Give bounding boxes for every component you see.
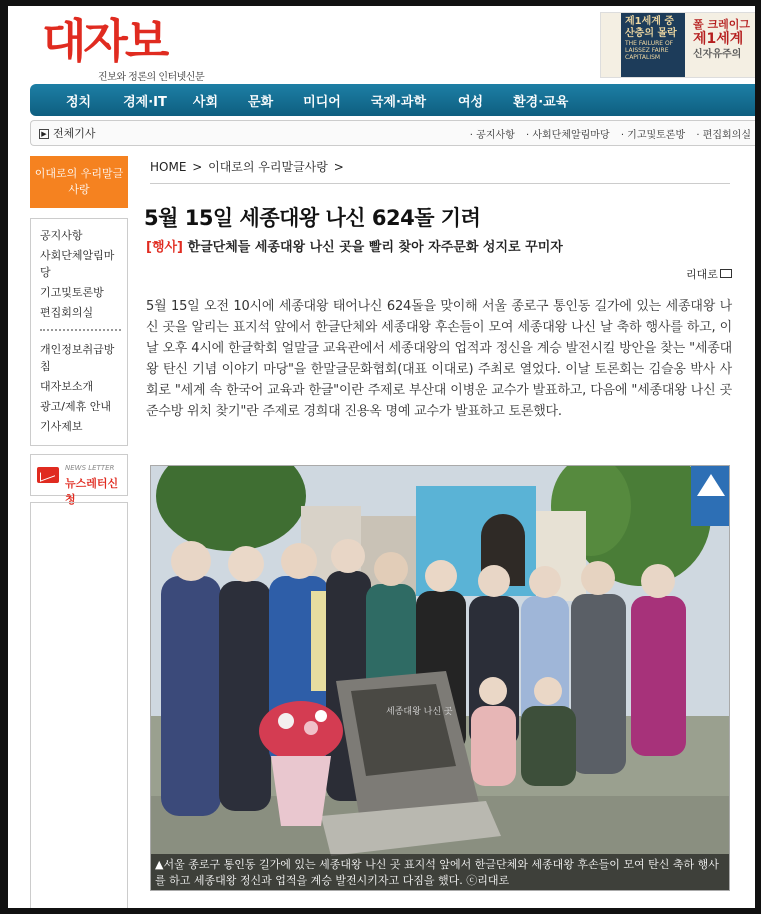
sidebar-item-notice[interactable]: 공지사항 [40, 229, 83, 242]
sub-nav-links [462, 126, 751, 141]
breadcrumb-separator: > [192, 160, 203, 174]
ad-line1: 폴 크레이그 [693, 18, 750, 31]
book-en-title: THE FAILURE OF LAISSEZ FAIRE CAPITALISM [625, 40, 674, 61]
article-subtitle-text: 한글단체들 세종대왕 나신 곳을 빨리 찾아 자주문화 성지로 꾸미자 [187, 240, 563, 255]
newsletter-label: 뉴스레터신청 [65, 477, 119, 506]
sidebar-section-title[interactable]: 이대로의 우리말글사랑 [30, 156, 128, 208]
logo-text: 대자보 [42, 14, 167, 68]
article-subtitle [146, 236, 563, 255]
nav-item-economy[interactable]: 경제·IT [123, 94, 167, 110]
sidebar-divider [40, 329, 121, 331]
nav-item-world[interactable]: 국제·과학 [370, 94, 426, 110]
nav-item-environment[interactable]: 환경·교육 [513, 94, 569, 110]
sidebar-item-community[interactable]: 사회단체알림마당 [40, 249, 115, 279]
logo-subtitle: 진보와 정론의 인터넷신문 [98, 72, 205, 83]
breadcrumb [150, 158, 730, 184]
breadcrumb-separator: > [333, 160, 344, 174]
all-articles-link[interactable] [39, 125, 96, 141]
sub-nav-notice[interactable]: · 공지사항 [470, 130, 515, 141]
arrow-right-icon: ▶ [39, 129, 49, 139]
nav-item-culture[interactable]: 문화 [248, 94, 274, 110]
main-nav [30, 84, 755, 116]
newsletter-small-label: NEWS LETTER [65, 464, 115, 472]
article-author[interactable] [686, 266, 732, 282]
nav-item-women[interactable]: 여성 [458, 94, 484, 110]
sub-nav-forum[interactable]: · 기고및토론방 [621, 130, 685, 141]
ad-banner[interactable] [600, 12, 755, 78]
stone-inscription: 세종대왕 나신 곳 [386, 707, 453, 717]
book-cover [621, 13, 685, 77]
page [8, 6, 755, 908]
sidebar-item-ads[interactable]: 광고/제휴 안내 [40, 400, 111, 413]
article-photo [150, 465, 730, 891]
sidebar-item-about[interactable]: 대자보소개 [40, 380, 94, 393]
envelope-icon [37, 467, 59, 483]
author-name: 리대로 [686, 268, 718, 281]
all-articles-label: 전체기사 [53, 127, 96, 140]
breadcrumb-home[interactable]: HOME [150, 160, 187, 174]
article-body: 5월 15일 오전 10시에 세종대왕 태어나신 624돌을 맞이해 서울 종로구 통인동 길가에 있는 세종대왕 나신 곳을 알리는 표지석 앞에서 한글단체와 세종대왕 후손들이 모여 세종대왕 나신 날 축하 행사를 하고, 이날 오후 4시에 한글학회 얼말글 교육관에서 세종대왕의 업적과 정신을 계승 발전시킬 방안을 찾는 "세종대왕 탄신 기념 이야기 마당"을 한말글문화협회(대표 이대로) 주최로 열었다. 이날 토론회는 김슬옹 박사 사회로 "세계 속 한국어 교육과 한글"이란 주제로 부산대 이병운 교수가 발표하고, 다음에 "세종대왕 나신 곳 준수방 위치 찾기"란 주제로 경희대 진용옥 명예 교수가 발표하고 토론했다. [146, 299, 732, 419]
article-category-tag: [행사] [146, 240, 183, 255]
photo-illustration [151, 466, 729, 890]
sidebar-empty-box [30, 502, 128, 908]
mail-icon [720, 269, 732, 278]
nav-item-media[interactable]: 미디어 [303, 94, 341, 110]
sidebar-item-editorial[interactable]: 편집회의실 [40, 306, 94, 319]
photo-caption: ▲서울 종로구 통인동 길가에 있는 세종대왕 나신 곳 표지석 앞에서 한글단체와 세종대왕 후손들이 모여 탄신 축하 행사를 하고 세종대왕 정신과 업적을 계승 발전시키자고 다짐을 했다. ⓒ리대로 [151, 854, 729, 890]
book-title: 제1세계 중산층의 몰락 [625, 16, 677, 39]
sidebar-item-privacy[interactable]: 개인정보취급방침 [40, 343, 115, 373]
breadcrumb-section[interactable]: 이대로의 우리말글사랑 [208, 160, 328, 174]
sidebar-item-forum[interactable]: 기고및토론방 [40, 286, 104, 299]
sub-nav [30, 120, 755, 146]
sidebar-item-tip[interactable]: 기사제보 [40, 420, 83, 433]
nav-item-society[interactable]: 사회 [192, 94, 219, 110]
sub-nav-editorial[interactable]: · 편집회의실 [696, 130, 751, 141]
nav-item-politics[interactable]: 정치 [66, 94, 92, 110]
site-logo[interactable] [42, 14, 205, 83]
ad-text [693, 17, 750, 62]
newsletter-button[interactable] [30, 454, 128, 506]
ad-line3: 신자유주의 [693, 49, 742, 60]
ad-line2: 제1세계 [693, 31, 744, 47]
sidebar-menu [30, 218, 128, 446]
article-title: 5월 15일 세종대왕 나신 624돌 기려 [144, 206, 481, 230]
sub-nav-community[interactable]: · 사회단체알림마당 [526, 130, 610, 141]
